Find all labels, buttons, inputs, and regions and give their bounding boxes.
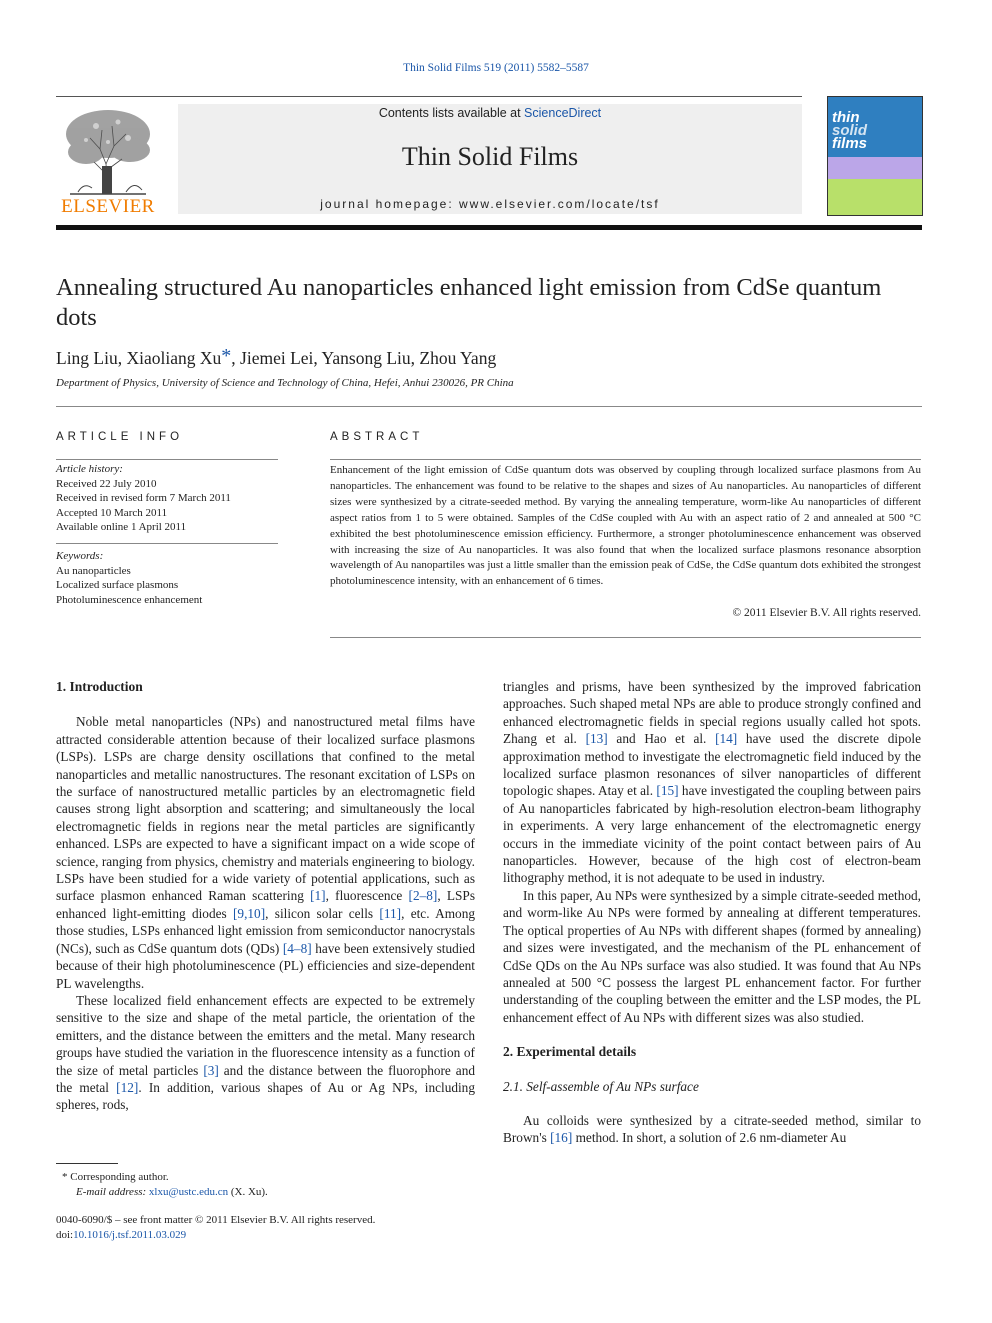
sciencedirect-link[interactable]: ScienceDirect [524,106,602,120]
citation-link[interactable]: [4–8] [282,940,312,956]
cover-title-films: films [832,135,868,152]
corresponding-author-note: * Corresponding author. [62,1171,169,1183]
citation-link[interactable]: [12] [116,1079,139,1095]
intro-paragraph-3: triangles and prisms, have been synthesized by the improved fabrication approaches. Such shaped metal NPs are able to produce strongly confined and enhanced electromagnetic fields in special regions usually called hot spots. Zhang et al. [13] and Hao et al. [14] have used the discrete dipole approximation method to investigate the electromagnetic field induced by the localized surface plasmon resonances of silver nanoparticles of different topologic shapes. Atay et al. [15] have investigated the coupling between pairs of Au nanoparticles fabricated by high-resolution electron-beam lithography in experiments. A very large enhancement of the electromagnetic energy occurs in the immediate vicinity of the point contact between pairs of Au nanoparticles. However, because of the high cost of electron-beam lithography method, it is not adequate to be used in industry. [503,679,921,886]
article-info-rule [56,459,278,460]
citation-link[interactable]: [11] [379,905,402,921]
intro-paragraph-1: Noble metal nanoparticles (NPs) and nanostructured metal films have attracted considerable attention because of their localized surface plasmons (LSPs). LSPs are charge density oscillations that confined to the metal nanoparticles and metallic nanostructures. The resonant excitation of LSPs on the surface of nanostructured metallic particles by an electromagnetic field causes strong light absorption and scattering; and simultaneously the local electromagnetic fields in regions near the metal particles are significantly enhanced. LSPs are expected to have a significant impact on a wide scope of science, ranging from physics, chemistry and materials engineering to biology. LSPs have been studied for a wide variety of potential applications, such as surface plasmon enhanced Raman scattering [1], fluorescence [2–8], LSPs enhanced light-emitting diodes [9,10], silicon solar cells [11], etc. Among those studies, LSPs enhanced light emission from semiconductor nanocrystals (NCs), such as CdSe quantum dots (QDs) [4–8] have been extensively studied because of their high photoluminescence (PL) efficiencies and size-dependent PL wavelengths. [56,714,476,991]
abstract-heading: ABSTRACT [330,431,424,443]
journal-homepage[interactable]: journal homepage: www.elsevier.com/locate/tsf [320,197,660,211]
section-2-1-heading: 2.1. Self-assemble of Au NPs surface [503,1078,699,1094]
intro-paragraph-4: In this paper, Au NPs were synthesized by a simple citrate-seeded method, and worm-like Au NPs were formed by annealing at different temperatures. The optical properties of Au NPs with different shapes (formed by annealing) and sizes were investigated, and the mechanism of the PL enhancement of CdSe QDs on the Au NPs surface was also studied. It was found that Au NPs annealed at 500 °C possess the largest PL enhancement factor. For further understanding of the coupling between the emitter and the LSP modes, the PL enhancement effect of Au NPs with different sizes was also studied. [503,887,921,1025]
email-line: E-mail address: xlxu@ustc.edu.cn (X. Xu). [76,1185,268,1198]
citation-link[interactable]: [9,10] [233,905,266,921]
methods-paragraph-1: Au colloids were synthesized by a citrate-seeded method, similar to Brown's [16] method. In short, a solution of 2.6 nm-diameter Au [503,1112,921,1146]
section-2-heading: 2. Experimental details [503,1044,637,1060]
abstract-text: Enhancement of the light emission of CdSe quantum dots was observed by coupling through localized surface plasmons from Au nanoparticles. The enhancement was found to be relative to the shapes and sizes of Au nanoparticles. Au nanoparticles of different sizes were synthesized by a citrate-seeded method. By varying the annealing temperature, worm-like Au nanoparticles of different aspect ratios from 1 to 5 were obtained. Samples of the CdSe coupled with Au with an aspect ratio of 2 and annealed at 500 °C exhibited the best photoluminescence emission efficiency. Furthermore, a stronger photoluminescence enhancement was observed with increasing the size of Au nanoparticles. It was also found that when the localized surface plasmons resonance absorption wavelength of Au nanopartiles was just a little smaller than the emission peak of CdSe, the CdSe quantum dots exhibited the strongest photoluminescence intensity, with an enhancement of 6 times. [330,464,921,588]
keywords-block [56,549,278,607]
history-online: Available online 1 April 2011 [56,521,187,533]
footnote-rule [56,1163,118,1164]
elsevier-logo [56,104,160,217]
keyword-item: Localized surface plasmons [56,579,179,591]
author-affiliation: Department of Physics, University of Science and Technology of China, Hefei, Anhui 230026, PR China [56,377,514,389]
front-matter [56,1213,496,1242]
doi-line: doi:10.1016/j.tsf.2011.03.029 [56,1228,187,1241]
citation-link[interactable]: [16] [550,1130,573,1146]
history-revised: Received in revised form 7 March 2011 [56,492,231,504]
doi-link[interactable]: 10.1016/j.tsf.2011.03.029 [73,1228,187,1241]
article-info-heading: ARTICLE INFO [56,431,184,443]
article-history [56,462,278,535]
affiliation-rule [56,406,922,407]
keyword-item: Au nanoparticles [56,564,131,577]
left-column [56,678,475,1114]
abstract-bottom-rule [330,637,921,638]
issn-line: 0040-6090/$ – see front matter © 2011 Elsevier B.V. All rights reserved. [56,1214,376,1226]
journal-citation[interactable]: Thin Solid Films 519 (2011) 5582–5587 [403,62,589,74]
abstract-top-rule [330,459,921,460]
header-divider-bar [56,225,922,230]
authors-rest: , Jiemei Lei, Yansong Liu, Zhou Yang [231,348,497,368]
keywords-label: Keywords: [56,550,104,562]
corresponding-footnote [62,1170,482,1199]
contents-line [178,106,802,120]
header-rule [56,96,802,97]
corresponding-author-mark[interactable]: * [221,345,232,367]
intro-paragraph-2: These localized field enhancement effects are expected to be extremely sensitive to the size and shape of the metal particle, the orientation of the emitters, and the distance between the emitters and the metal. Many research groups have studied the variation in the fluorescence intensity as a function of the size of metal particles [3] and the distance between the fluorophore and the metal [12]. In addition, various shapes of Au or Ag NPs, including spheres, rods, [56,992,475,1113]
article-title: Annealing structured Au nanoparticles enhanced light emission from CdSe quantum dots [56,274,882,331]
citation-link[interactable]: [13] [585,731,608,747]
cover-title-thin: thin [832,109,860,126]
history-received: Received 22 July 2010 [56,477,157,490]
history-accepted: Accepted 10 March 2011 [56,506,168,519]
journal-title: Thin Solid Films [401,142,579,171]
cover-title-solid: solid [832,122,868,139]
section-1-heading: 1. Introduction [56,679,143,694]
citation-link[interactable]: [1] [310,888,326,904]
citation-link[interactable]: [3] [203,1062,219,1078]
keyword-item: Photoluminescence enhancement [56,593,203,606]
elsevier-wordmark: ELSEVIER [61,196,155,217]
keywords-rule [56,543,278,544]
journal-cover-image[interactable] [827,96,923,216]
abstract-copyright: © 2011 Elsevier B.V. All rights reserved. [732,607,921,619]
authors-first: Ling Liu, Xiaoliang Xu [56,348,222,368]
right-column [503,678,921,1147]
citation-link[interactable]: [14] [715,731,738,747]
contents-prefix: Contents lists available at [378,106,525,120]
author-list [56,345,496,369]
article-history-label: Article history: [56,463,123,475]
citation-link[interactable]: [15] [656,783,679,799]
citation-link[interactable]: [2–8] [408,888,438,904]
email-link[interactable]: xlxu@ustc.edu.cn [148,1185,229,1198]
